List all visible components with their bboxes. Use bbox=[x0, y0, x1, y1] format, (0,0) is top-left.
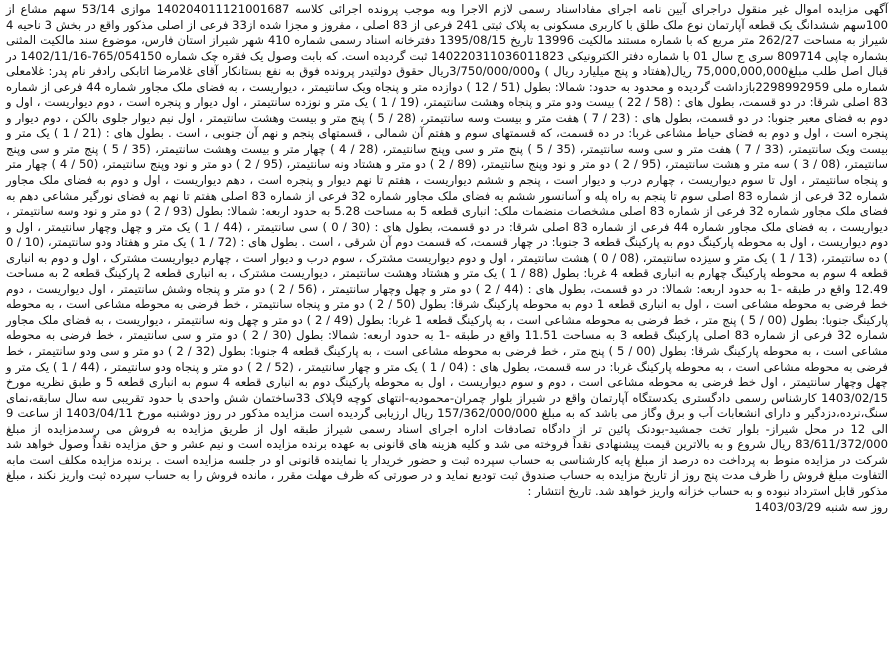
publish-date: روز سه شنبه 1403/03/29 bbox=[754, 499, 888, 514]
notice-body: آگهی مزایده اموال غیر منقول دراجرای آیین نامه اجرای مفاداسناد رسمی لازم الاجرا وبه موجب پرونده اجرائی کلاسه 140204011121001687 موازی 53/14 سهم مشاع از 100سهم ششدانگ یک قطعه آپارتمان نوع ملک طلق با کاربری مسکونی به پلاک ثبتی 241 فرعی از 83 اصلی ، مفروز و مجزا شده از33 فرعی از اصلی مذکور واقع در بخش 3 ناحیه 4 شیراز به مساحت 262/27 متر مربع که با شماره مستند مالکیت 13996 تاریخ 1395/08/15 دفترخانه اسناد رسمی شماره 410 شهر شیراز استان فارس، موضوع سند مالکیت المثنی بشماره چاپی 809714 سری ج سال 01 با شماره دفتر الکترونیکی 140220311036011823 ثبت گردیده است. که بابت وصول یک فقره چک شماره 765/054150-1402/11/16 در قبال اصل طلب مبلغ75,000,000,000 ریال(هفتاد و پنج میلیارد ریال ) و3/750/000/000ریال حقوق دولتیدر پرونده فوق به نفع بستانکار آقای غلامرضا اتابکی رادفر نام پدر: غلامعلی شماره ملی 2298992959بازداشت گردیده و محدود به حدود: شمالا: بطول (51 / 12 ) دوازده متر و پنجاه ویک سانتیمتر ، دیواریست ، به فضای ملک مجاور شماره 44 فرعی از شماره 83 اصلی شرقا: در دو قسمت، بطول های : (58 / 22 ) بیست ودو متر و پنجاه وهشت سانتیمتر، (19 / 1 ) یک متر و نوزده سانتیمتر ، اول دیوار و پنجره است ، دوم دیواریست ، اول و دوم به فضای معبر جنوبا: در دو قسمت، بطول های : (23 / 7 ) هفت متر و بیست وسه سانتیمتر، (28 / 5 ) پنج متر و بیست وهشت سانتیمتر ، اول نیم دیوار جلوی بالکن ، دوم دیوار و پنجره است ، اول و دوم به فضای حیاط مشاعی غربا: در ده قسمت، که قسمتهای سوم و هفتم آن شمالی ، قسمتهای پنجم و نهم آن جنوبی ، است . بطول های : (21 / 1 ) یک متر و بیست ویک سانتیمتر، (33 / 7 ) هفت متر و سی وسه سانتیمتر، (35 / 5 ) پنج متر و سی وپنج سانتیمتر، (28 / 4 ) چهار متر و بیست وهشت سانتیمتر، (35 / 5 ) پنج متر و سی وپنج سانتیمتر، (08 / 3 ) سه متر و هشت سانتیمتر، (95 / 2 ) دو متر و نود وپنج سانتیمتر، (89 / 2 ) دو متر و هشتاد ونه سانتیمتر، (95 / 2 ) دو متر و نود وپنج سانتیمتر، (50 / 4 ) چهار متر و پنجاه سانتیمتر ، اول تا سوم دیواریست ، چهارم درب و دیوار است ، پنجم و ششم دیواریست ، هفتم تا نهم دیوار و پنجره است ، دهم دیواریست ، اول و دوم به فضای ملک مجاور شماره 32 فرعی از شماره 83 اصلی سوم تا پنجم به راه پله و آسانسور ششم به فضای ملک مجاور شماره 32 فرعی از شماره 83 اصلی هفتم تا نهم به فضای نورگیر مشاعی دهم به فضای ملک مجاور شماره 32 فرعی از شماره 83 اصلی مشخصات منضمات ملک: انباری قطعه 5 به مساحت 5.28 به حدود اربعه: شمالا: بطول (93 / 2 ) دو متر و نود وسه سانتیمتر ، دیواریست ، به فضای ملک مجاور شماره 44 فرعی از شماره 83 اصلی شرقا: در دو قسمت، بطول های : (30 / 0 ) سی سانتیمتر ، (44 / 1 ) یک متر و چهل وچهار سانتیمتر ، اول و دوم دیواریست ، اول به محوطه پارکینگ دوم به پارکینگ قطعه 3 جنوبا: در چهار قسمت، که قسمت دوم آن شرقی ، است . بطول های : (72 / 1 ) یک متر و هفتاد ودو سانتیمتر، (10 / 0 ) ده سانتیمتر، (13 / 1 ) یک متر و سیزده سانتیمتر، (08 / 0 ) هشت سانتیمتر ، اول و دوم دیواریست مشترک ، سوم درب و دیوار است ، چهارم دیواریست مشترک ، اول و دوم به انباری قطعه 4 سوم به محوطه پارکینگ چهارم به انباری قطعه 4 غربا: بطول (88 / 1 ) یک متر و هشتاد وهشت سانتیمتر ، دیواریست مشترک ، به انباری قطعه 2 پارکینگ قطعه 2 به مساحت 12.49 واقع در طبقه -1 به حدود اربعه: شمالا: در دو قسمت، بطول های : (44 / 2 ) دو متر و چهل وچهار سانتیمتر ، (56 / 2 ) دو متر و پنجاه وشش سانتیمتر ، اول دیواریست ، دوم خط فرضی به محوطه مشاعی است ، اول به انباری قطعه 1 دوم به محوطه پارکینگ شرقا: بطول (50 / 2 ) دو متر و پنجاه سانتیمتر ، خط فرضی به محوطه مشاعی است ، به محوطه پارکینگ جنوبا: بطول (00 / 5 ) پنج متر ، خط فرضی به محوطه مشاعی است ، به پارکینگ قطعه 1 غربا: بطول (49 / 2 ) دو متر و چهل ونه سانتیمتر ، دیواریست ، به فضای ملک مجاور شماره 32 فرعی از شماره 83 اصلی پارکینگ قطعه 3 به مساحت 11.51 واقع در طبقه -1 به حدود اربعه: شمالا: بطول (30 / 2 ) دو متر و سی سانتیمتر ، خط فرضی به محوطه مشاعی است ، به محوطه پارکینگ شرقا: بطول (00 / 5 ) پنج متر ، خط فرضی به محوطه مشاعی است ، به پارکینگ قطعه 4 جنوبا: بطول (32 / 2 ) دو متر و سی ودو سانتیمتر ، خط فرضی به محوطه مشاعی است ، به محوطه پارکینگ غربا: در سه قسمت، بطول های : (04 / 1 ) یک متر و چهار سانتیمتر ، (52 / 2 ) دو متر و پنجاه ودو سانتیمتر ، (44 / 1 ) یک متر و چهل وچهار سانتیمتر ، اول خط فرضی به محوطه مشاعی است ، دوم و سوم دیواریست ، اول به محوطه پارکینگ دوم به انباری قطعه 4 سوم به انباری قطعه 5 و طبق نظریه مورخ 1403/02/15 کارشناس رسمی دادگستری یکدستگاه آپارتمان واقع در شیراز بلوار چمران-محمودیه-انتهای کوچه 9پلاک 33ساختمان شش واحدی با حدود تقریبی سه سال سابقه،نمای سنگ،نرده،دزدگیر و دارای انشعابات آب و برق وگاز می باشد که به مبلغ 157/362/000/000 ریال ارزیابی گردیده است مزایده مذکور در روز دوشنبه مورخ 1403/04/11 از ساعت 9 الی 12 در محل شیراز- بلوار تخت جمشید-بودنک پائین تر از دادگاه تصادفات اداره اجرای اسناد رسمی شیراز طبقه اول از طریق مزایده به فروش می رسدمزایده از مبلغ 83/611/372/000 ریال شروع و به بالاترین قیمت پیشنهادی نقداً فروخته می شد و کلیه هزینه های قانونی به عهده برنده مزایده است و نیم عشر و حق مزایده نقداً وصول خواهد شد شرکت در مزایده منوط به پرداخت ده درصد از مبلغ پایه کارشناسی به حساب سپرده ثبت و حضور خریدار یا نماینده قانونی او در جلسه مزایده است . برنده مزایده مکلف است مابه التفاوت مبلغ فروش را ظرف مدت پنج روز از تاریخ مزایده به حساب صندوق ثبت تودیع نماید و در صورتی که ظرف مهلت مقرر ، مانده فروش را به حساب سپرده ثبت واریز نکند ، مبلغ مذکور قابل استرداد نبوده و به حساب خزانه واریز خواهد شد. تاریخ انتشار : bbox=[6, 2, 889, 498]
